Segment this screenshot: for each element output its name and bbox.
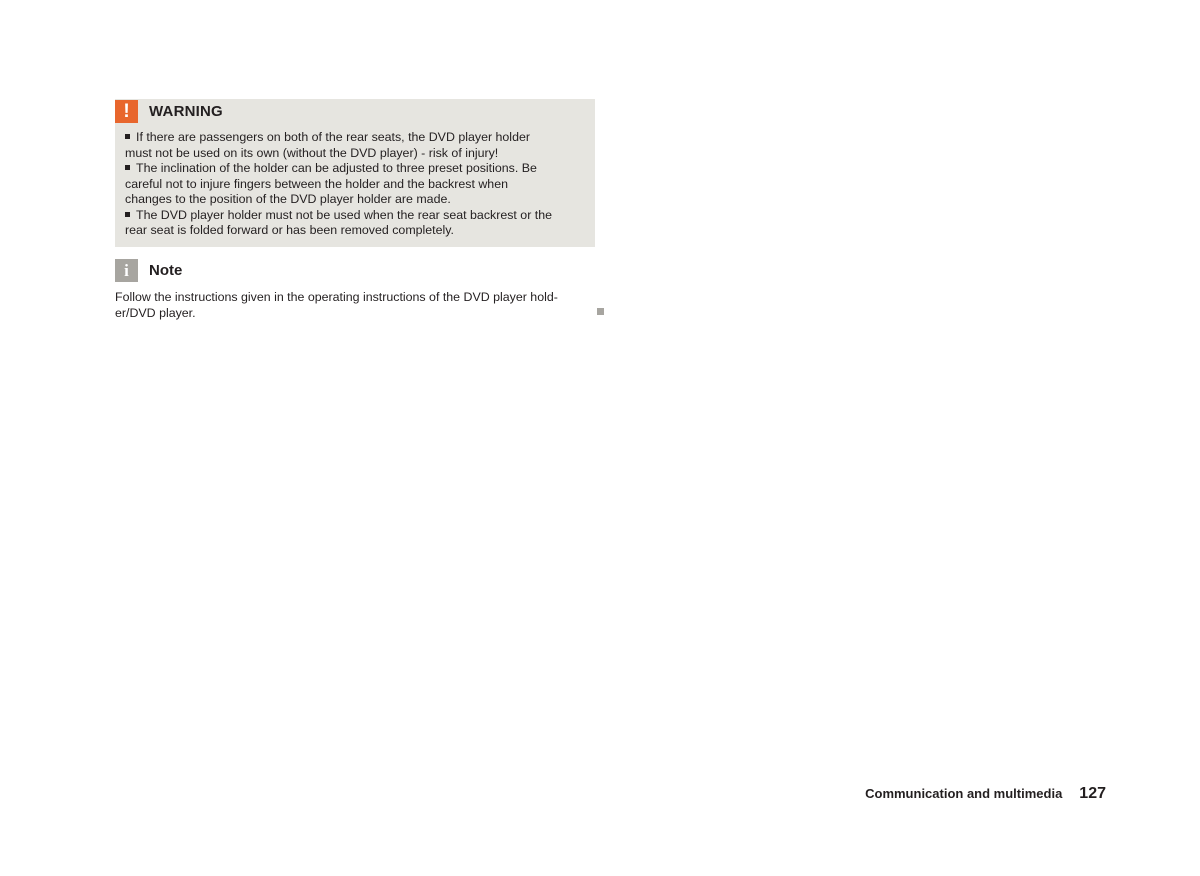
page-number: 127 bbox=[1079, 785, 1106, 802]
warning-item bbox=[125, 161, 587, 208]
bullet-icon bbox=[125, 165, 130, 170]
warning-item-line: careful not to injure fingers between the holder and the backrest when bbox=[125, 176, 508, 191]
footer-section-title: Communication and multimedia bbox=[865, 786, 1063, 801]
info-icon: i bbox=[115, 259, 138, 282]
warning-item-line: The inclination of the holder can be adjusted to three preset positions. Be bbox=[136, 161, 537, 175]
warning-item-line: must not be used on its own (without the DVD player) - risk of injury! bbox=[125, 145, 499, 160]
warning-item-line: rear seat is folded forward or has been removed completely. bbox=[125, 223, 454, 237]
warning-box bbox=[115, 99, 595, 247]
note-title: Note bbox=[149, 261, 183, 279]
note-text-line: Follow the instructions given in the operating instructions of the DVD player hold- bbox=[115, 290, 558, 304]
warning-header bbox=[115, 99, 223, 123]
warning-title: WARNING bbox=[149, 102, 223, 120]
warning-item-line: changes to the position of the DVD player holder are made. bbox=[125, 192, 451, 206]
section-end-icon bbox=[597, 308, 604, 315]
warning-item-line: The DVD player holder must not be used when the rear seat backrest or the bbox=[136, 207, 552, 222]
warning-body bbox=[125, 130, 587, 239]
exclamation-icon: ! bbox=[115, 100, 138, 123]
note-header bbox=[115, 258, 182, 282]
warning-item bbox=[125, 208, 587, 239]
note-text bbox=[115, 290, 597, 321]
warning-item bbox=[125, 130, 587, 161]
bullet-icon bbox=[125, 134, 130, 139]
bullet-icon bbox=[125, 212, 130, 217]
page-footer bbox=[865, 785, 1106, 803]
note-text-line: er/DVD player. bbox=[115, 305, 196, 320]
warning-item-line: If there are passengers on both of the rear seats, the DVD player holder bbox=[136, 130, 530, 144]
